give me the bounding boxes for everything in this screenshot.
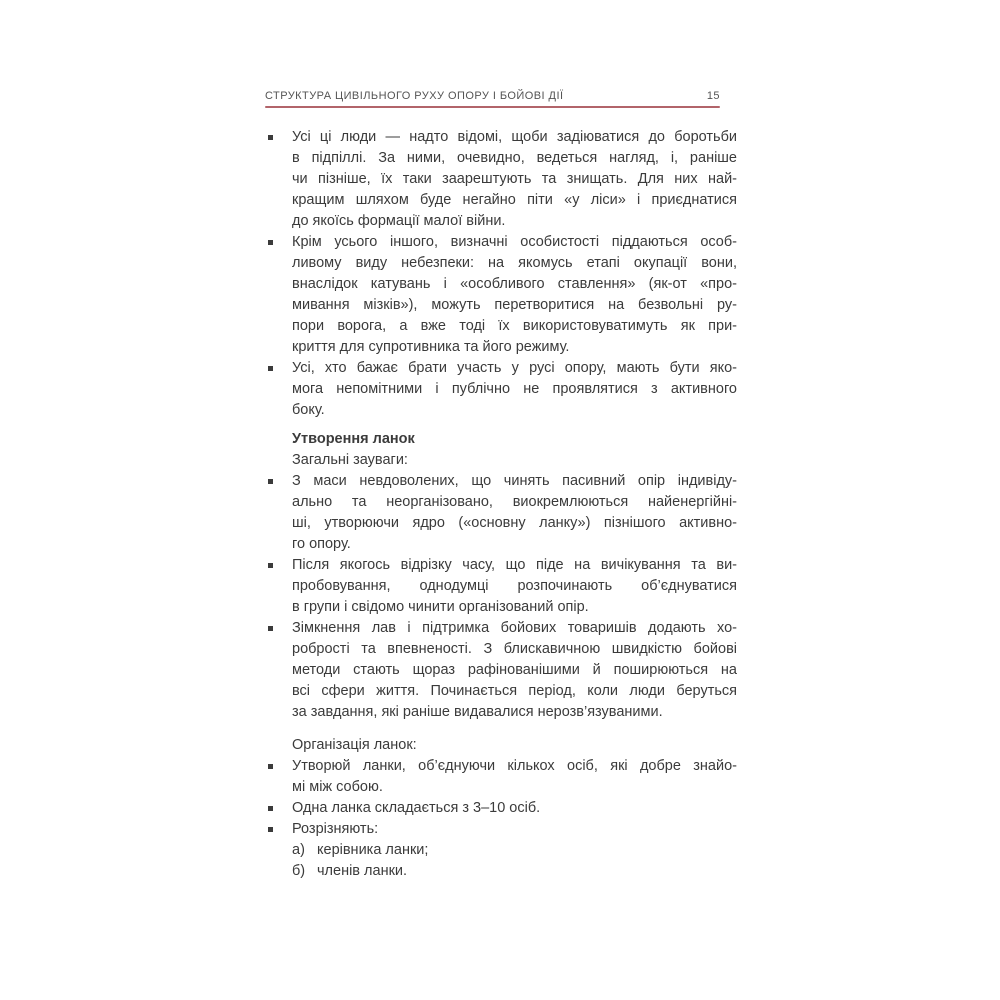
text-line: Організація ланок: — [292, 737, 417, 753]
text-line: Утворення ланок — [292, 431, 415, 447]
text-line: внаслідок катувань і «особливого ставлення» (як-от «про- — [292, 276, 737, 292]
bullet-icon — [268, 827, 273, 832]
running-head — [265, 90, 720, 108]
text-line: чи пізніше, їх таки заарештують та знищать. Для них най- — [292, 171, 737, 187]
text-line: в підпіллі. За ними, очевидно, ведеться нагляд, і, раніше — [292, 150, 737, 166]
text-line: Після якогось відрізку часу, що піде на вичікування та ви- — [292, 557, 737, 573]
running-head-title: СТРУКТУРА ЦИВІЛЬНОГО РУХУ ОПОРУ І БОЙОВІ ДІЇ — [265, 90, 564, 102]
page-number: 15 — [706, 90, 720, 102]
sub-item-marker: а) — [292, 842, 305, 858]
sub-list-item — [265, 861, 737, 882]
paragraph — [265, 450, 737, 471]
bullet-icon — [268, 764, 273, 769]
text-line: до якоїсь формації малої війни. — [292, 213, 506, 229]
text-line: Усі ці люди — надто відомі, щоби задіюватися до боротьби — [292, 129, 737, 145]
header-rule — [265, 106, 720, 108]
sub-item-marker: б) — [292, 863, 306, 879]
paragraph — [265, 735, 737, 756]
bullet-icon — [268, 135, 273, 140]
text-line: робрості та впевненості. З блискавичною швидкістю бойові — [292, 641, 737, 657]
text-line: ливому виду небезпеки: на якомусь етапі окупації вони, — [292, 255, 737, 271]
text-line: Розрізняють: — [292, 821, 379, 837]
sub-item-text: керівника ланки; — [317, 842, 429, 858]
text-line: З маси невдоволених, що чинять пасивний опір індивіду- — [292, 473, 737, 489]
text-line: методи стають щораз рафінованішими й поширюються на — [292, 662, 737, 678]
sub-item-text: членів ланки. — [317, 863, 408, 879]
bullet-icon — [268, 806, 273, 811]
list-item — [265, 756, 737, 798]
sub-list-item — [265, 840, 737, 861]
text-line: ші, утворюючи ядро («основну ланку») пізнішого активно- — [292, 515, 737, 531]
bullet-icon — [268, 626, 273, 631]
text-line: Зімкнення лав і підтримка бойових товаришів додають хо- — [292, 620, 737, 636]
text-line: Загальні зауваги: — [292, 452, 408, 468]
text-line: мі між собою. — [292, 779, 383, 795]
text-line: за завдання, які раніше видавалися нерозв’язуваними. — [292, 704, 663, 720]
list-item — [265, 555, 737, 618]
list-item — [265, 819, 737, 840]
text-line: криття для супротивника та його режиму. — [292, 339, 570, 355]
list-item — [265, 232, 737, 358]
text-line: го опору. — [292, 536, 351, 552]
text-line: боку. — [292, 402, 325, 418]
text-line: мивання мізків»), можуть перетворитися на безвольні ру- — [292, 297, 737, 313]
text-line: Усі, хто бажає брати участь у русі опору, мають бути яко- — [292, 360, 737, 376]
list-item — [265, 358, 737, 421]
section-heading — [265, 429, 737, 450]
bullet-icon — [268, 563, 273, 568]
text-line: кращим шляхом буде негайно піти «у ліси» і приєднатися — [292, 192, 737, 208]
list-item — [265, 618, 737, 723]
text-line: пробовування, однодумці розпочинають об’єднуватися — [292, 578, 737, 594]
list-item — [265, 798, 737, 819]
bullet-icon — [268, 240, 273, 245]
text-line: мога непомітними і публічно не проявлятися з активного — [292, 381, 737, 397]
text-line: Одна ланка складається з 3–10 осіб. — [292, 800, 541, 816]
text-line: всі сфери життя. Починається період, коли люди беруться — [292, 683, 737, 699]
text-line: Утворюй ланки, об’єднуючи кількох осіб, які добре знайо- — [292, 758, 737, 774]
list-item — [265, 127, 737, 232]
bullet-icon — [268, 366, 273, 371]
bullet-icon — [268, 479, 273, 484]
text-line: Крім усього іншого, визначні особистості піддаються особ- — [292, 234, 737, 250]
spacer — [265, 723, 737, 735]
text-line: в групи і свідомо чинити організований опір. — [292, 599, 589, 615]
page-body — [265, 127, 737, 882]
list-item — [265, 471, 737, 555]
text-line: ально та неорганізовано, виокремлюються найенергійні- — [292, 494, 737, 510]
text-line: пори ворога, а вже тоді їх використовуватимуть як при- — [292, 318, 737, 334]
